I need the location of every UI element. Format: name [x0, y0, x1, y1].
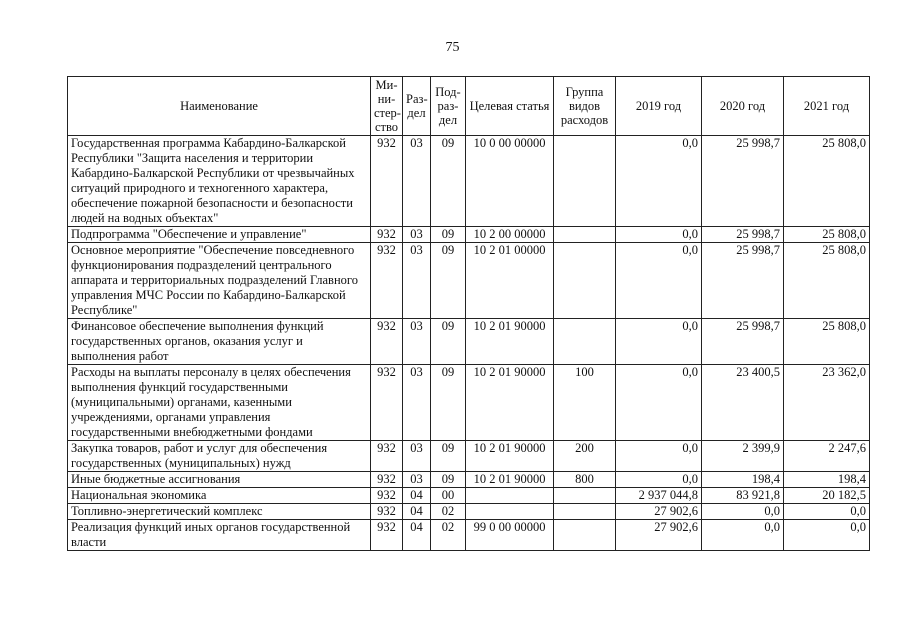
cell-expense-group: 800 [554, 472, 616, 488]
cell-section: 04 [403, 504, 431, 520]
budget-table [67, 76, 870, 551]
cell-ministry: 932 [371, 319, 403, 365]
cell-section: 03 [403, 243, 431, 319]
cell-target-article: 10 2 00 00000 [466, 227, 554, 243]
cell-subsection: 09 [431, 441, 466, 472]
header-target-article: Целевая статья [466, 77, 554, 136]
cell-target-article: 10 2 01 90000 [466, 365, 554, 441]
cell-section: 04 [403, 520, 431, 551]
header-2020: 2020 год [702, 77, 784, 136]
table-row [68, 227, 870, 243]
cell-target-article: 10 2 01 00000 [466, 243, 554, 319]
cell-expense-group [554, 243, 616, 319]
page-number: 75 [445, 40, 460, 55]
cell-2020: 25 998,7 [702, 136, 784, 227]
cell-target-article: 10 0 00 00000 [466, 136, 554, 227]
header-section: Раз-дел [403, 77, 431, 136]
header-expense-group: Группа видов расходов [554, 77, 616, 136]
cell-2021: 25 808,0 [784, 319, 870, 365]
cell-2021: 20 182,5 [784, 488, 870, 504]
cell-2021: 23 362,0 [784, 365, 870, 441]
cell-2019: 0,0 [616, 441, 702, 472]
cell-name: Финансовое обеспечение выполнения функций государственных органов, оказания услуг и выполнения работ [68, 319, 371, 365]
cell-2020: 198,4 [702, 472, 784, 488]
cell-2020: 25 998,7 [702, 319, 784, 365]
cell-target-article: 99 0 00 00000 [466, 520, 554, 551]
cell-name: Государственная программа Кабардино-Балкарской Республики "Защита населения и территории Кабардино-Балкарской Республики от чрезвычайных ситуаций природного и техногенного характера, обеспечение пожарной безопасности и безопасности людей на водных объектах" [68, 136, 371, 227]
cell-subsection: 02 [431, 504, 466, 520]
cell-subsection: 09 [431, 243, 466, 319]
cell-expense-group [554, 504, 616, 520]
cell-name: Закупка товаров, работ и услуг для обеспечения государственных (муниципальных) нужд [68, 441, 371, 472]
cell-section: 03 [403, 136, 431, 227]
cell-2019: 2 937 044,8 [616, 488, 702, 504]
header-2019: 2019 год [616, 77, 702, 136]
cell-ministry: 932 [371, 520, 403, 551]
cell-name: Иные бюджетные ассигнования [68, 472, 371, 488]
cell-target-article: 10 2 01 90000 [466, 319, 554, 365]
cell-2021: 2 247,6 [784, 441, 870, 472]
cell-ministry: 932 [371, 243, 403, 319]
cell-expense-group [554, 227, 616, 243]
cell-2020: 0,0 [702, 504, 784, 520]
header-subsection: Под-раз-дел [431, 77, 466, 136]
cell-section: 03 [403, 319, 431, 365]
table-header-row [68, 77, 870, 136]
cell-2021: 0,0 [784, 504, 870, 520]
cell-name: Топливно-энергетический комплекс [68, 504, 371, 520]
table-row [68, 520, 870, 551]
cell-name: Подпрограмма "Обеспечение и управление" [68, 227, 371, 243]
cell-2019: 0,0 [616, 227, 702, 243]
cell-2021: 25 808,0 [784, 136, 870, 227]
cell-2019: 0,0 [616, 136, 702, 227]
cell-ministry: 932 [371, 365, 403, 441]
cell-target-article [466, 504, 554, 520]
table-row [68, 365, 870, 441]
cell-2019: 27 902,6 [616, 504, 702, 520]
cell-section: 03 [403, 472, 431, 488]
table-row [68, 136, 870, 227]
cell-ministry: 932 [371, 227, 403, 243]
cell-2021: 25 808,0 [784, 243, 870, 319]
cell-ministry: 932 [371, 441, 403, 472]
cell-section: 03 [403, 441, 431, 472]
table-row [68, 488, 870, 504]
cell-2020: 83 921,8 [702, 488, 784, 504]
cell-2020: 25 998,7 [702, 227, 784, 243]
table-row [68, 472, 870, 488]
cell-expense-group [554, 319, 616, 365]
cell-subsection: 00 [431, 488, 466, 504]
table-row [68, 319, 870, 365]
header-2021: 2021 год [784, 77, 870, 136]
cell-expense-group: 100 [554, 365, 616, 441]
cell-name: Национальная экономика [68, 488, 371, 504]
cell-2020: 0,0 [702, 520, 784, 551]
cell-2021: 0,0 [784, 520, 870, 551]
cell-ministry: 932 [371, 136, 403, 227]
cell-expense-group [554, 520, 616, 551]
cell-subsection: 02 [431, 520, 466, 551]
cell-2020: 25 998,7 [702, 243, 784, 319]
cell-section: 04 [403, 488, 431, 504]
cell-name: Основное мероприятие "Обеспечение повседневного функционирования подразделений центрального аппарата и территориальных подразделений Главного управления МЧС России по Кабардино-Балкарской Республике" [68, 243, 371, 319]
cell-ministry: 932 [371, 472, 403, 488]
cell-section: 03 [403, 227, 431, 243]
cell-2019: 0,0 [616, 472, 702, 488]
cell-subsection: 09 [431, 472, 466, 488]
cell-2020: 23 400,5 [702, 365, 784, 441]
cell-name: Реализация функций иных органов государственной власти [68, 520, 371, 551]
cell-subsection: 09 [431, 365, 466, 441]
cell-name: Расходы на выплаты персоналу в целях обеспечения выполнения функций государственными (муниципальными) органами, казенными учреждениями, органами управления государственными внебюджетными фондами [68, 365, 371, 441]
header-ministry: Ми-ни-стер-ство [371, 77, 403, 136]
cell-subsection: 09 [431, 227, 466, 243]
cell-expense-group [554, 136, 616, 227]
cell-2019: 0,0 [616, 319, 702, 365]
cell-2021: 198,4 [784, 472, 870, 488]
table-row [68, 441, 870, 472]
cell-target-article: 10 2 01 90000 [466, 441, 554, 472]
cell-2019: 27 902,6 [616, 520, 702, 551]
cell-section: 03 [403, 365, 431, 441]
cell-subsection: 09 [431, 319, 466, 365]
cell-subsection: 09 [431, 136, 466, 227]
cell-2021: 25 808,0 [784, 227, 870, 243]
cell-expense-group: 200 [554, 441, 616, 472]
cell-2019: 0,0 [616, 243, 702, 319]
cell-expense-group [554, 488, 616, 504]
table-row [68, 504, 870, 520]
cell-2019: 0,0 [616, 365, 702, 441]
cell-2020: 2 399,9 [702, 441, 784, 472]
cell-target-article: 10 2 01 90000 [466, 472, 554, 488]
table-row [68, 243, 870, 319]
cell-ministry: 932 [371, 504, 403, 520]
cell-ministry: 932 [371, 488, 403, 504]
header-name: Наименование [68, 77, 371, 136]
cell-target-article [466, 488, 554, 504]
